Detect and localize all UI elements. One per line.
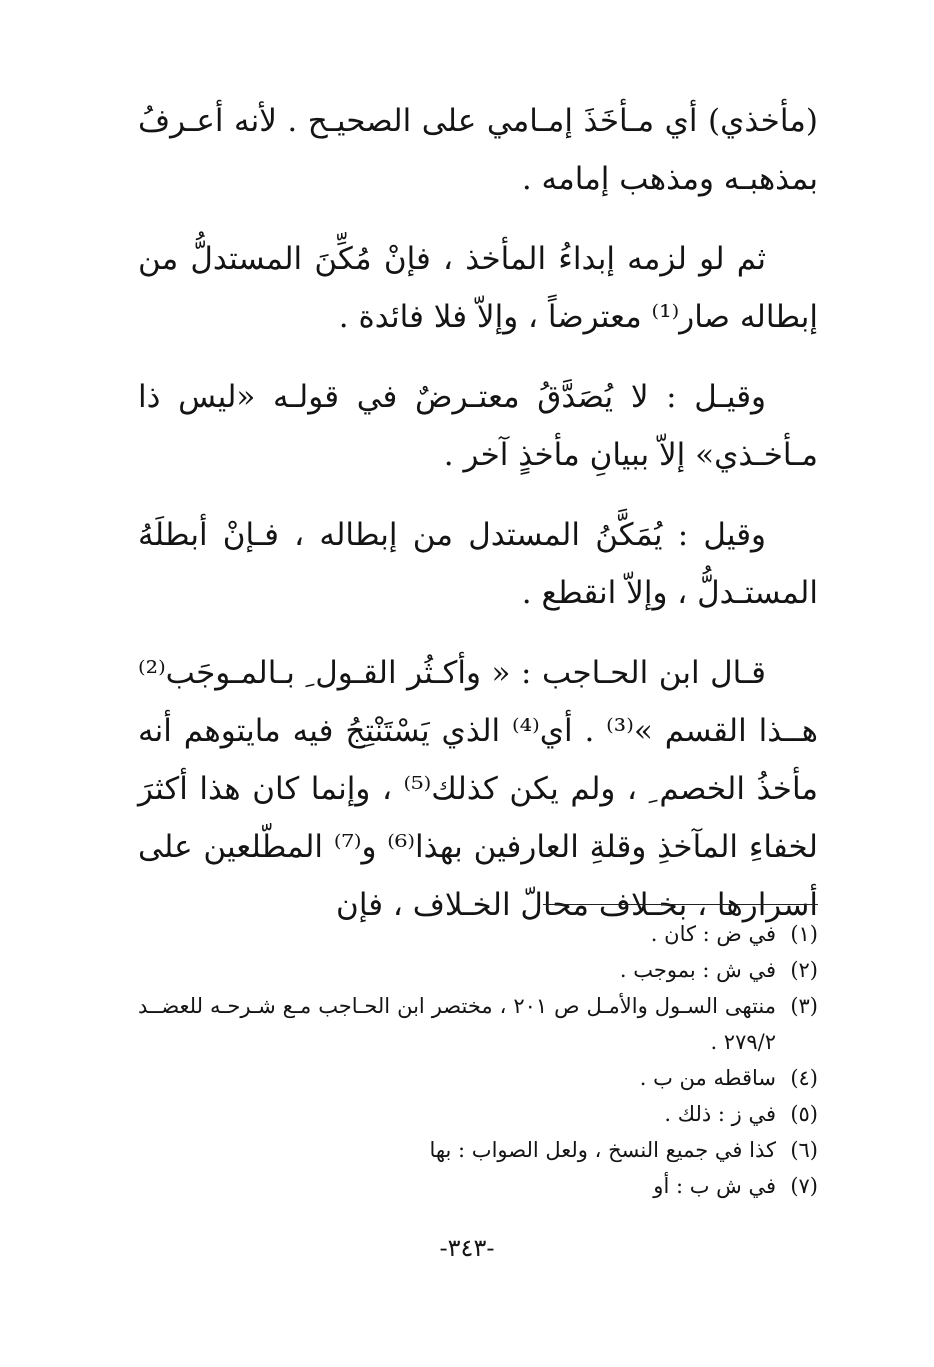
footnote-text: في ش : بموجب . — [619, 958, 776, 982]
footnote-text: في ض : كان . — [650, 922, 776, 946]
footnote-divider — [543, 904, 818, 905]
footnote-number: (٣) — [790, 994, 818, 1018]
footnote-item — [138, 916, 818, 952]
footnote-text: كذا في جميع النسخ ، ولعل الصواب : بها — [429, 1138, 776, 1162]
footnote-text: ساقطه من ب . — [639, 1066, 776, 1090]
footnote-item — [138, 1168, 818, 1204]
footnote-item — [138, 1096, 818, 1132]
footnote-number: (٦) — [790, 1138, 818, 1162]
main-text — [138, 92, 818, 956]
paragraph-2: ثم لو لزمه إبداءُ المأخذ ، فإنْ مُكِّنَ المستدلُّ من إبطاله صار⁽¹⁾ معترضاً ، وإلاّ فلا فائدة . — [138, 241, 818, 335]
footnote-text: منتهى السـول والأمـل ص ٢٠١ ، مختصر ابن الحـاجب مـع شـرحـه للعضــد ٢٧٩/٢ . — [138, 994, 776, 1054]
paragraph-5: قـال ابن الحـاجب : « وأكـثُر القـول ِ بـالمـوجَب⁽²⁾ هــذا القسم »⁽³⁾ . أي⁽⁴⁾ الذي يَسْتَنْتِجُ فيه مايتوهم أنه مأخذُ الخصم ِ ، ولم يكن كذلك⁽⁵⁾ ، وإنما كان هذا أكثرَ لخفاءِ المآخذِ وقلةِ العارفين بهذا⁽⁶⁾ و⁽⁷⁾ المطّلعين على أسرارها ، بخـلاف محالّ الخـلاف ، فإن — [138, 655, 818, 923]
footnote-item — [138, 1132, 818, 1168]
footnote-number: (٢) — [790, 958, 818, 982]
paragraph-3: وقيـل : لا يُصَدَّقُ معتـرضٌ في قولـه «ليس ذا مـأخـذي» إلاّ ببيانِ مأخذٍ آخر . — [138, 379, 818, 473]
footnotes-list — [138, 916, 818, 1204]
footnote-item — [138, 988, 818, 1060]
paragraph-1: (مأخذي) أي مـأخَذَ إمـامي على الصحيـح . لأنه أعـرفُ بمذهبـه ومذهب إمامه . — [138, 103, 818, 197]
footnote-number: (٧) — [790, 1174, 818, 1198]
footnote-text: في ز : ذلك . — [664, 1102, 776, 1126]
footnote-text: في ش ب : أو — [653, 1174, 776, 1198]
footnote-item — [138, 1060, 818, 1096]
footnote-number: (١) — [790, 922, 818, 946]
footnote-item — [138, 952, 818, 988]
page-number: -٣٤٣- — [439, 1234, 495, 1262]
paragraph-4: وقيل : يُمَكَّنُ المستدل من إبطاله ، فـإنْ أبطلَهُ المستـدلُّ ، وإلاّ انقطع . — [138, 517, 818, 611]
footnote-number: (٥) — [790, 1102, 818, 1126]
footnote-number: (٤) — [790, 1066, 818, 1090]
